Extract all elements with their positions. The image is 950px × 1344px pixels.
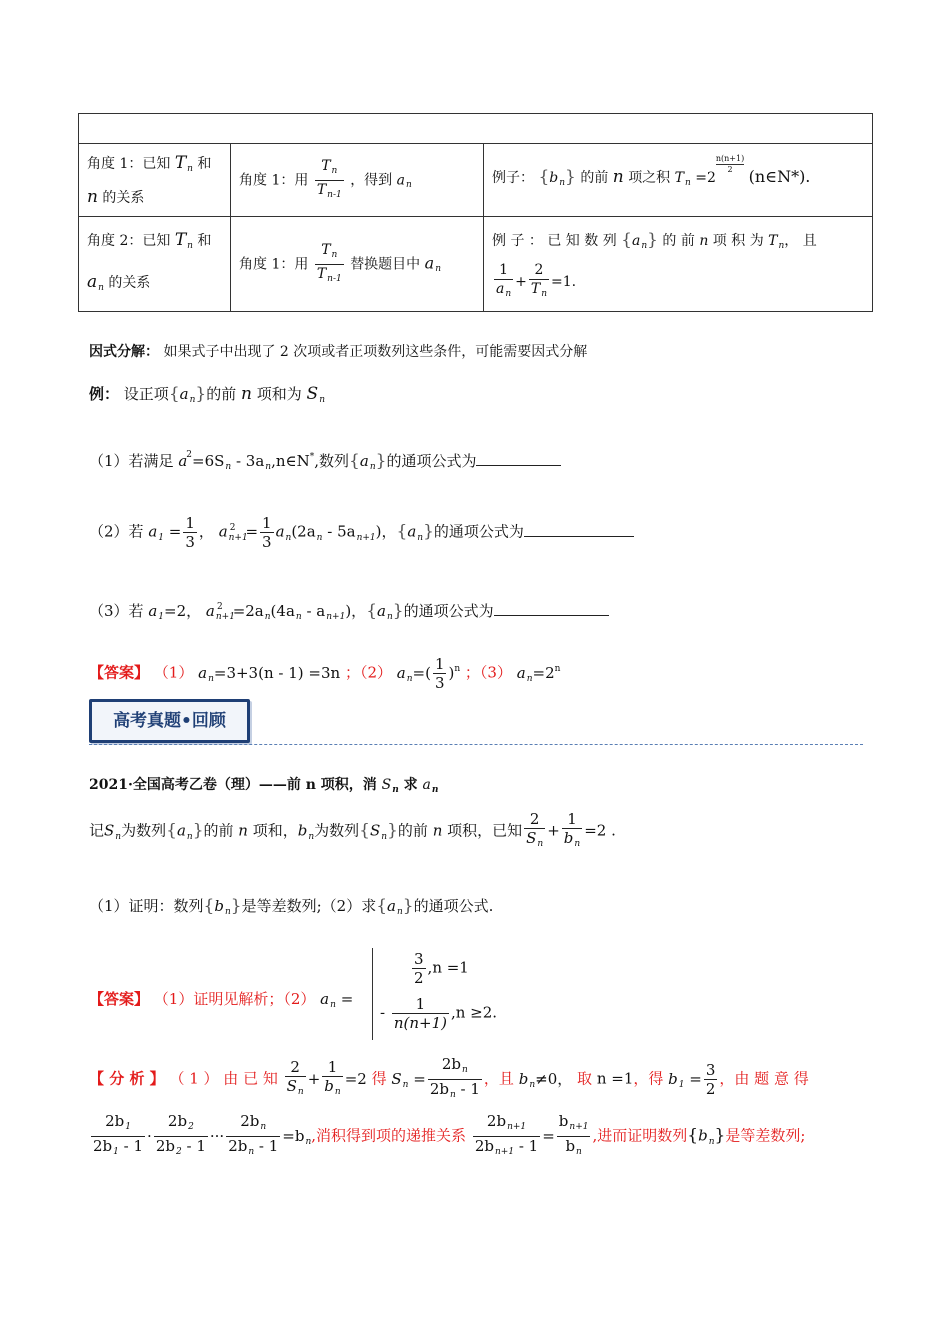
answer-line-2: 【答案】 （1）证明见解析；（2） $a_n$ = — [89, 990, 354, 1010]
exam-text: 记 — [89, 821, 105, 840]
fraction: $\frac{2b_{n+1}}{2b_{n+1} - 1}$ — [474, 1112, 539, 1157]
fraction: $\frac{1}{3}$ — [434, 655, 445, 692]
question-text: （1）若满足 — [89, 452, 174, 470]
math-text: (2a — [291, 522, 316, 541]
cell-text: 角度 1：用 — [239, 172, 309, 188]
exam-text: 项和， — [252, 821, 298, 840]
analysis-label: 【 分 析 】 — [89, 1069, 165, 1088]
exam-text: 为数列 — [121, 821, 167, 840]
analysis-math: =b — [282, 1126, 305, 1145]
cell-text: 角度 2：已知 — [87, 233, 171, 249]
factor-text: 如果式子中出现了 2 次项或者正项数列这些条件，可能需要因式分解 — [163, 344, 588, 360]
fraction: $\frac{2b_2}{2b_2 - 1}$ — [155, 1112, 206, 1157]
exam-text: 是等差数列;（2）求 — [241, 897, 377, 915]
piecewise-brace — [372, 948, 377, 1040]
fraction: $\frac{2b_n}{2b_n - 1}$ — [228, 1112, 279, 1157]
cell-text: 和 — [197, 155, 212, 172]
cell-text: 的关系 — [108, 275, 151, 291]
piecewise-case-1 — [410, 950, 469, 987]
question-text: ,数列 — [314, 452, 350, 470]
fraction: $\frac{2b_1}{2b_1 - 1}$ — [93, 1112, 144, 1157]
math-text: (4a — [270, 602, 295, 620]
fraction: $\frac{b_{n+1}}{b_n}$ — [558, 1112, 589, 1157]
cell-text: (n∈N*). — [748, 167, 811, 186]
cell-text: 项 积 为 — [712, 233, 764, 249]
exam-text: 的前 — [397, 821, 428, 840]
exam-text: 项积，已知 — [447, 821, 523, 840]
math-text: ,n∈N — [271, 452, 310, 470]
cell-text: ， 且 — [784, 233, 817, 249]
math-text: =2 — [164, 602, 187, 620]
example-text: 设正项 — [123, 385, 169, 403]
exam-text: 的前 — [203, 821, 234, 840]
cell-text: 例子： — [492, 170, 534, 186]
fraction: $\frac{3}{2}$ — [414, 950, 424, 987]
answer-math: =3+3(n - 1) =3n — [213, 663, 341, 682]
cell-text: 角度 1：已知 — [87, 155, 171, 172]
table-header-row — [79, 114, 873, 144]
cell-text: 的前 — [580, 170, 609, 186]
example-label: 例： — [89, 385, 120, 403]
cell-text: 和 — [197, 233, 212, 249]
question-1: （1）若满足 $a_2=6S_n$ - $3a_n,n\in N^*$,数列$\{a_n\}$的通项公式为 — [89, 450, 561, 472]
answer-label: 【答案】 — [89, 663, 150, 682]
table-row — [79, 144, 873, 217]
answer-label: 【答案】 — [89, 990, 150, 1008]
math-text: - 5a — [322, 522, 356, 541]
analysis-text: ，由 题 意 得 — [719, 1069, 809, 1088]
math-text: =2a — [232, 602, 264, 620]
question-text: 的通项公式为 — [386, 452, 477, 470]
example-line: 例： 设正项$\{a_n\}$的前 n 项和为 $S_n$ — [89, 384, 325, 405]
question-2: （2）若 $a_1$ = $\frac{1}{3}$ ， $a_{n+1}^2$ = $\frac{1}{3}$ $a_n(2a_n - 5a_{n+1})$，$\{a_n\}$的通项公式为 — [89, 514, 634, 551]
cell-text: 的关系 — [102, 189, 145, 206]
cell-text: 项之积 — [628, 170, 671, 186]
answer-math: =( — [412, 663, 431, 682]
analysis-text: 得 — [371, 1069, 387, 1088]
analysis-math: ≠0， — [535, 1069, 573, 1088]
table-cell: 角度 2：已知 $T_n$ 和 $a_n$ 的关系 — [79, 217, 231, 312]
fraction: $\frac{1}{3}$ — [185, 514, 195, 551]
analysis-text: 取 — [577, 1069, 593, 1088]
math-text: = — [245, 522, 259, 541]
table-cell: 例子： $\{b_n\}$ 的前 n 项之积 $T_n =2$ $\frac{n(n+1)}{2}$ (n∈N*). — [484, 144, 873, 217]
fraction: $\frac{2}{T_n}$ — [530, 262, 548, 299]
cell-text: 例 子 ： 已 知 数 列 — [492, 233, 617, 249]
fraction: $\frac{1}{3}$ — [262, 514, 272, 551]
review-title-box — [89, 699, 250, 743]
fraction: $\frac{1}{b_n}$ — [563, 810, 581, 849]
case-text: ,n =1 — [427, 958, 469, 977]
question-text: 的通项公式为 — [403, 602, 494, 620]
answer-math: ) — [448, 663, 455, 682]
analysis-text: ，得 — [633, 1069, 664, 1088]
piecewise-case-2: - $\frac{1}{n(n+1)}$ ,n ≥2. — [380, 995, 498, 1032]
analysis-text: （ 1 ） 由 已 知 — [169, 1069, 278, 1088]
review-title: 高考真题•回顾 — [113, 711, 226, 731]
cell-text: 的 前 — [662, 233, 695, 249]
factor-label: 因式分解： — [89, 344, 159, 360]
table-cell: 角度 1：已知 $T_n$ 和 n 的关系 — [79, 144, 231, 217]
analysis-text: 是等差数列; — [725, 1126, 806, 1145]
exam-text: （1）证明：数列 — [89, 897, 204, 915]
exponent-num: n(n+1) — [715, 154, 745, 163]
answer-text: （1）证明见解析；（2） — [153, 990, 316, 1008]
answer-blank[interactable] — [524, 521, 634, 537]
answer-blank[interactable] — [476, 450, 561, 466]
exam-title-text: 2021·全国高考乙卷（理）——前 n 项积，消 — [89, 777, 377, 793]
question-text: （3）若 — [89, 602, 144, 620]
answer-math: =2 — [532, 663, 555, 682]
fraction: $\frac{T_n}{T_{n-1}}$ — [316, 157, 342, 200]
exam-statement: 记$S_n$为数列$\{a_n\}$的前 n 项和，$b_n$为数列$\{S_n\}$的前 n 项积，已知 $\frac{2}{S_n}$ + $\frac{1}{b_n}$ =2 . — [89, 810, 616, 853]
fraction: $\frac{2b_n}{2b_n - 1}$ — [429, 1055, 480, 1100]
exam-title-text: 求 — [403, 777, 418, 793]
answer-text: ；（2） — [344, 663, 392, 682]
example-text: 的前 — [206, 385, 237, 403]
answer-text: （1） — [153, 663, 194, 682]
table-cell: 角度 1：用 $\frac{T_n}{T_{n-1}}$ 替换题目中 $a_n$ — [231, 217, 484, 312]
answer-text: ；（3） — [464, 663, 512, 682]
exam-text: 的通项公式. — [413, 897, 494, 915]
math-text: - 3a — [231, 452, 265, 470]
analysis-text: ，且 — [483, 1069, 514, 1088]
fraction: $\frac{3}{2}$ — [705, 1061, 716, 1098]
fraction: $\frac{2}{S_n}$ — [286, 1058, 304, 1097]
fraction: $\frac{1}{a_n}$ — [496, 262, 512, 299]
dashed-divider — [89, 744, 863, 745]
math-text: ， — [198, 522, 219, 541]
question-3: （3）若 $a_1=2$， $a_{n+1}^2 =2a_n(4a_n - a_{n+1})$，$\{a_n\}$的通项公式为 — [89, 600, 609, 622]
example-text: 项和为 — [256, 385, 302, 403]
question-text: 的通项公式为 — [433, 522, 524, 541]
fraction: $\frac{1}{b_n}$ — [324, 1058, 341, 1097]
exam-text: =2 — [584, 821, 607, 840]
question-text: （2）若 — [89, 522, 144, 541]
math-text: - a — [301, 602, 326, 620]
analysis-text: ,消积得到项的递推关系 — [311, 1126, 467, 1145]
fraction: $\frac{2}{S_n}$ — [526, 810, 544, 849]
math-text: ， — [186, 602, 206, 620]
table-cell: 例 子 ： 已 知 数 列 $\{a_n\}$ 的 前 n 项 积 为 $T_n$， 且 $\frac{1}{a_n}$ + $\frac{2}{T_n}$ =1. — [484, 217, 873, 312]
analysis-line-1: 【 分 析 】 （ 1 ） 由 已 知 $\frac{2}{S_n}$ + $\frac{1}{b_n}$ =2 得 $S_n$ = $\frac{2b_n}{2b_n - 1}$ ，且 $b_n\ne 0$， 取 n =1，得 $b_1$ = $\frac{3}{2}$ ，由 题 意 得 — [89, 1055, 809, 1104]
fraction: $\frac{1}{n(n+1)}$ — [393, 995, 447, 1032]
analysis-math: n =1 — [596, 1069, 634, 1088]
cell-text: =1. — [551, 274, 577, 290]
table-cell: 角度 1：用 $\frac{T_n}{T_{n-1}}$ ，得到 $a_n$ — [231, 144, 484, 217]
exam-tasks: （1）证明：数列$\{b_n\}$是等差数列;（2）求$\{a_n\}$的通项公式. — [89, 896, 494, 917]
fraction: $\frac{T_n}{T_{n-1}}$ — [316, 241, 342, 284]
factor-paragraph — [89, 341, 587, 361]
analysis-line-2: $\frac{2b_1}{2b_1 - 1}$ · $\frac{2b_2}{2b_2 - 1}$ ··· $\frac{2b_n}{2b_n - 1}$ $=b_n$,消积得到项的递推关系 $\frac{2b_{n+1}}{2b_{n+1} - 1}$ = $\frac{b_{n+1}}{b_n}$ ,进而证明数列$\{b_n\}$是等差数列; — [89, 1112, 805, 1161]
cell-text: ，得到 — [350, 172, 393, 188]
angle-table — [78, 113, 873, 312]
analysis-text: ,进而证明数列 — [592, 1126, 688, 1145]
cell-text: 角度 1：用 — [239, 256, 309, 272]
math-text: = — [164, 522, 182, 541]
math-text: =6S — [192, 452, 225, 470]
cell-text: 替换题目中 — [350, 256, 421, 272]
answer-line-1: 【答案】 （1） $a_n=3+3(n - 1) =3n$ ；（2） $a_n=$( $\frac{1}{3}$ )$^n$ ；（3） $a_n=2^n$ — [89, 655, 561, 692]
exam-text: 为数列 — [314, 821, 360, 840]
exponent-den: 2 — [727, 165, 733, 174]
table-row — [79, 217, 873, 312]
case-text: ,n ≥2 — [450, 1003, 493, 1022]
answer-blank[interactable] — [494, 600, 609, 616]
exam-title: 2021·全国高考乙卷（理）——前 n 项积，消 $S_n$ 求 $a_n$ — [89, 777, 439, 795]
